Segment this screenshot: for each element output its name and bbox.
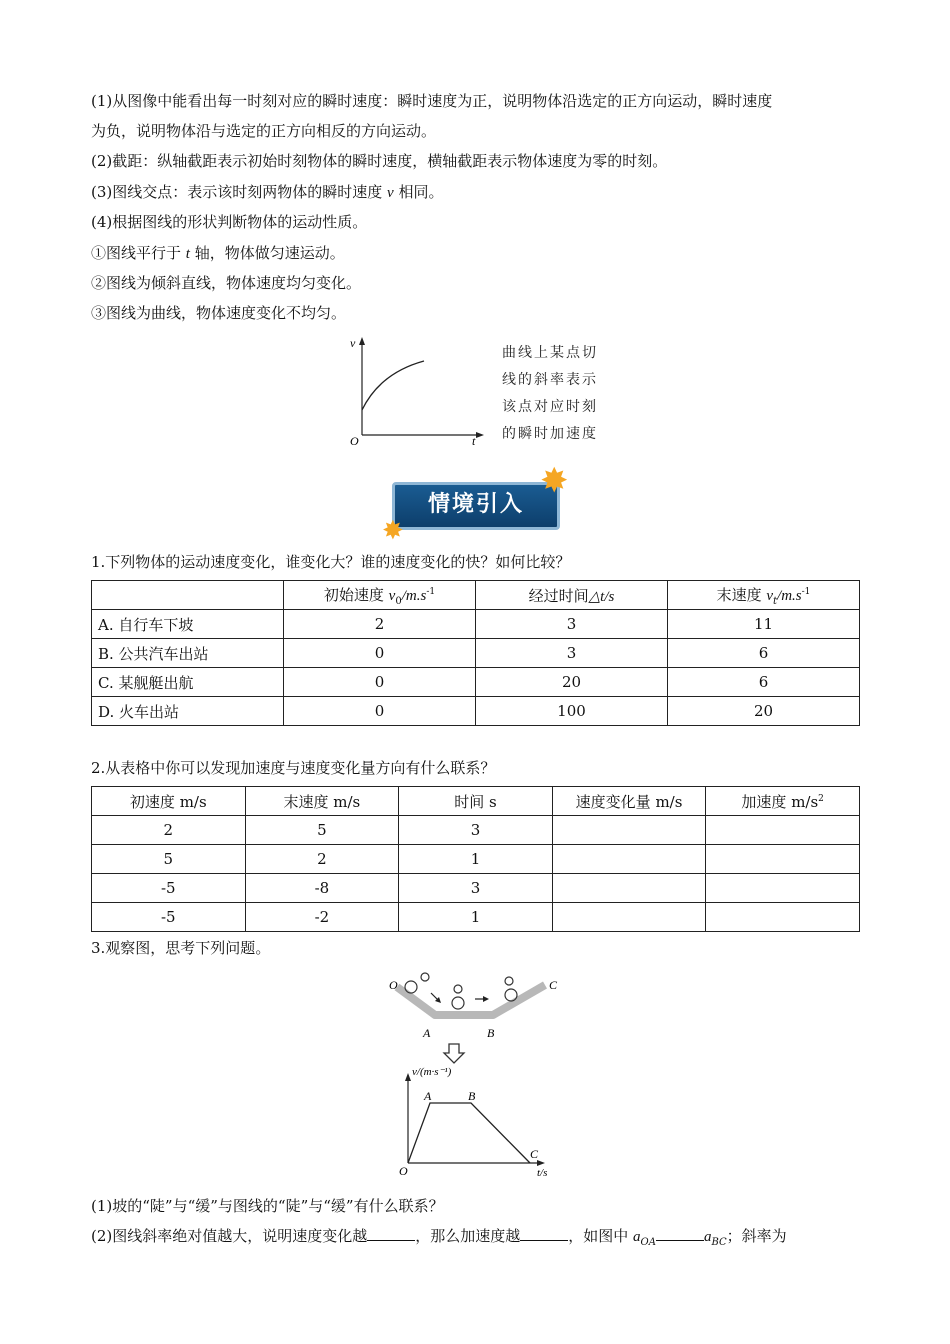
point-label: B	[487, 1026, 495, 1040]
origin-label: O	[350, 434, 359, 448]
axis-label-t: t	[472, 434, 476, 448]
answer-blank[interactable]	[367, 1226, 415, 1241]
cyclist-icon	[405, 981, 417, 993]
table-cell: 6	[668, 639, 860, 668]
note-line: 的瞬时加速度	[502, 426, 598, 442]
arrow-head	[483, 996, 489, 1002]
x-axis-label: t/s	[537, 1167, 548, 1179]
sub2-text: ；斜率为	[726, 1227, 787, 1245]
p3-text-end: 相同。	[393, 183, 444, 201]
header-cell: 初始速度 $v_0/m.s^{-1}$	[284, 581, 476, 610]
accel-symbol: a	[633, 1229, 641, 1245]
cyclist-icon	[505, 989, 517, 1001]
q3-sub1: (1)坡的“陡”与“缓”与图线的“陡”与“缓”有什么联系？	[91, 1197, 444, 1215]
intro-paragraph-1a: (1)从图像中能看出每一时刻对应的瞬时速度：瞬时速度为正，说明物体沿选定的正方向运动，瞬时速度	[91, 92, 773, 110]
table-cell: 2	[284, 610, 476, 639]
table-cell: 0	[284, 697, 476, 726]
table-cell: 3	[476, 610, 668, 639]
section-banner	[382, 461, 580, 546]
point-label: A	[423, 1026, 431, 1040]
answer-cell[interactable]	[706, 903, 860, 932]
q3-sub2	[91, 1226, 861, 1253]
accel-symbol: a	[703, 1229, 712, 1245]
subscript-oa: OA	[640, 1237, 656, 1248]
intro-paragraph-1b: 为负，说明物体沿与选定的正方向相反的方向运动。	[91, 122, 437, 140]
case-3: ③图线为曲线，物体速度变化不均匀。	[91, 304, 347, 322]
y-axis-arrow	[359, 337, 365, 345]
q1-table	[91, 580, 860, 726]
cyclist-head	[421, 973, 429, 981]
table-cell: -5	[92, 903, 246, 932]
table-cell: 20	[668, 697, 860, 726]
q1-header-row	[92, 581, 860, 610]
point-label: C	[530, 1147, 539, 1161]
case-2: ②图线为倾斜直线，物体速度均匀变化。	[91, 274, 362, 292]
intro-paragraph-2: (2)截距：纵轴截距表示初始时刻物体的瞬时速度，横轴截距表示物体速度为零的时刻。	[91, 152, 668, 170]
axis-label-v: v	[350, 336, 356, 350]
origin-label: O	[399, 1164, 408, 1178]
answer-cell[interactable]	[706, 816, 860, 845]
subscript-bc: BC	[711, 1237, 727, 1248]
table-cell: 100	[476, 697, 668, 726]
vt-curve-figure	[340, 335, 490, 450]
table-cell: 3	[399, 874, 553, 903]
table-cell: 1	[399, 903, 553, 932]
header-cell: 末速度 $v_t/m.s^{-1}$	[668, 581, 860, 610]
answer-cell[interactable]	[552, 816, 706, 845]
table-cell: 3	[476, 639, 668, 668]
intro-paragraph-3	[91, 182, 861, 203]
star-icon: ✸	[382, 516, 404, 546]
sub2-text: ，如图中	[568, 1227, 634, 1245]
point-label: O	[389, 978, 398, 992]
note-line: 曲线上某点切	[502, 345, 598, 361]
q2-table	[91, 786, 860, 932]
velocity-curve	[362, 361, 424, 410]
answer-blank[interactable]	[656, 1226, 704, 1241]
header-cell: 末速度 m/s	[245, 787, 399, 816]
header-cell: 时间 s	[399, 787, 553, 816]
slope-track	[397, 985, 545, 1015]
table-cell: 11	[668, 610, 860, 639]
table-row	[92, 610, 860, 639]
header-cell: 速度变化量 m/s	[552, 787, 706, 816]
table-cell: -5	[92, 874, 246, 903]
velocity-line	[408, 1103, 530, 1163]
note-line: 该点对应时刻	[502, 399, 598, 415]
curve-note	[502, 340, 612, 448]
vt-trapezoid-graph	[396, 1063, 561, 1181]
table-row	[92, 845, 860, 874]
answer-cell[interactable]	[706, 874, 860, 903]
note-line: 线的斜率表示	[502, 372, 598, 388]
banner-title: 情境引入	[427, 492, 524, 517]
q2-title: 2.从表格中你可以发现加速度与速度变化量方向有什么联系？	[91, 759, 496, 777]
star-icon: ✸	[540, 461, 569, 501]
slope-illustration	[385, 965, 570, 1045]
down-arrow-icon	[442, 1043, 466, 1065]
cyclist-icon	[452, 997, 464, 1009]
table-row	[92, 874, 860, 903]
q3-title: 3.观察图，思考下列问题。	[91, 939, 271, 957]
table-row	[92, 697, 860, 726]
header-cell: 加速度 $m/s^2$	[706, 787, 860, 816]
point-label: C	[549, 978, 558, 992]
q2-header-row	[92, 787, 860, 816]
sub2-text: (2)图线斜率绝对值越大，说明速度变化越	[91, 1227, 368, 1245]
cyclist-head	[505, 977, 513, 985]
table-cell: 20	[476, 668, 668, 697]
table-cell: C. 某舰艇出航	[92, 668, 284, 697]
case-1	[91, 243, 861, 264]
point-label: A	[424, 1089, 432, 1103]
var-t: t	[185, 246, 190, 262]
c1-text: ①图线平行于	[91, 244, 186, 262]
table-cell: 0	[284, 668, 476, 697]
c1-text-end: 轴，物体做匀速运动。	[189, 244, 345, 262]
header-cell	[92, 581, 284, 610]
header-cell: 经过时间△t/s	[476, 581, 668, 610]
table-cell: 3	[399, 816, 553, 845]
y-axis-label: v/(m·s⁻¹)	[412, 1066, 452, 1078]
point-label: B	[468, 1089, 476, 1103]
table-cell: B. 公共汽车出站	[92, 639, 284, 668]
p3-text: (3)图线交点：表示该时刻两物体的瞬时速度	[91, 183, 388, 201]
sub2-text: ，那么加速度越	[415, 1227, 521, 1245]
header-cell: 初速度 m/s	[92, 787, 246, 816]
cyclist-head	[454, 985, 462, 993]
y-axis-arrow	[405, 1073, 411, 1081]
table-row	[92, 816, 860, 845]
table-cell: 0	[284, 639, 476, 668]
table-cell: -2	[245, 903, 399, 932]
answer-cell[interactable]	[552, 903, 706, 932]
var-v: v	[387, 185, 394, 201]
table-cell: 6	[668, 668, 860, 697]
x-axis-arrow	[537, 1160, 545, 1166]
answer-cell[interactable]	[706, 845, 860, 874]
x-axis-arrow	[476, 432, 484, 438]
intro-paragraph-4: (4)根据图线的形状判断物体的运动性质。	[91, 213, 368, 231]
table-cell: 5	[245, 816, 399, 845]
table-row	[92, 903, 860, 932]
q1-title: 1.下列物体的运动速度变化，谁变化大？谁的速度变化的快？如何比较？	[91, 553, 571, 571]
table-cell: 2	[245, 845, 399, 874]
answer-blank[interactable]	[520, 1226, 568, 1241]
table-cell: D. 火车出站	[92, 697, 284, 726]
table-row	[92, 639, 860, 668]
table-cell: A. 自行车下坡	[92, 610, 284, 639]
answer-cell[interactable]	[552, 874, 706, 903]
table-cell: 5	[92, 845, 246, 874]
table-row	[92, 668, 860, 697]
table-cell: -8	[245, 874, 399, 903]
table-cell: 1	[399, 845, 553, 874]
table-cell: 2	[92, 816, 246, 845]
answer-cell[interactable]	[552, 845, 706, 874]
